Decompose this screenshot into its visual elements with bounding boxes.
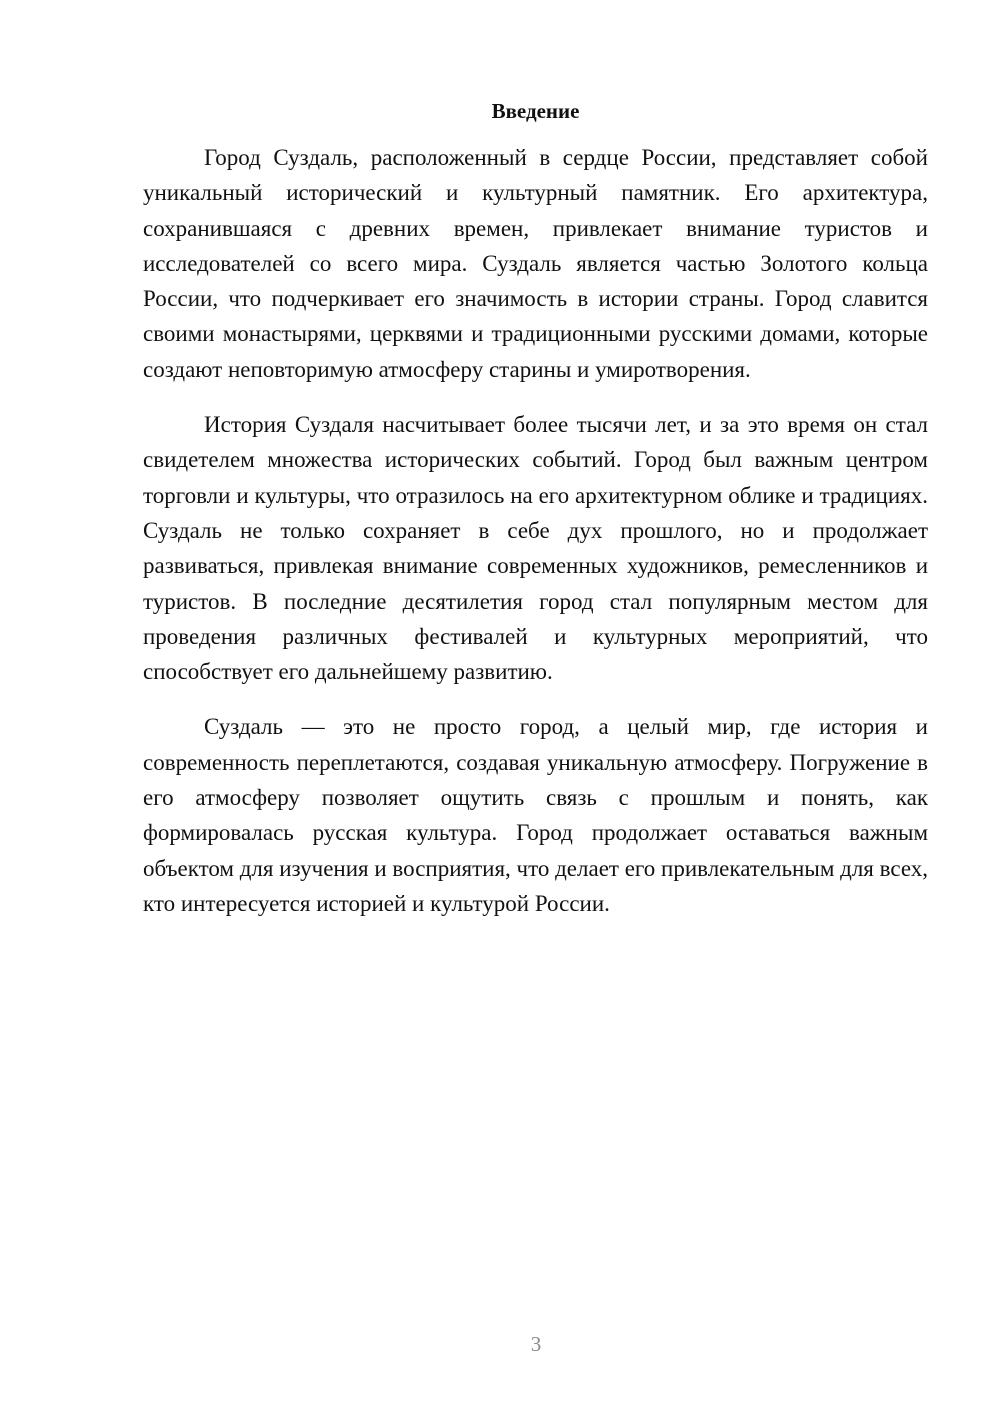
paragraph-3: Суздаль — это не просто город, а целый мир, где история и современность переплетаются, создавая уникальную атмосферу. Погружение в его атмосферу позволяет ощутить связь с прошлым и понять, как формировалась русская культура. Город продолжает оставаться важным объектом для изучения и восприятия, что делает его привлекательным для всех, кто интересуется историей и культурой России.	[143, 714, 928, 916]
paragraph-2: История Суздаля насчитывает более тысячи лет, и за это время он стал свидетелем множества исторических событий. Город был важным центром торговли и культуры, что отразилось на его архитектурном облике и традициях. Суздаль не только сохраняет в себе дух прошлого, но и продолжает развиваться, привлекая внимание современных художников, ремесленников и туристов. В последние десятилетия город стал популярным местом для проведения различных фестивалей и культурных мероприятий, что способствует его дальнейшему развитию.	[143, 412, 928, 685]
page-number: 3	[530, 1332, 542, 1356]
paragraph-1: Город Суздаль, расположенный в сердце России, представляет собой уникальный исторический и культурный памятник. Его архитектура, сохранившаяся с древних времен, привлекает внимание туристов и исследователей со всего мира. Суздаль является частью Золотого кольца России, что подчеркивает его значимость в истории страны. Город славится своими монастырями, церквями и традиционными русскими домами, которые создают неповторимую атмосферу старины и умиротворения.	[143, 145, 928, 382]
section-heading: Введение	[491, 99, 580, 123]
page-content	[143, 96, 928, 941]
